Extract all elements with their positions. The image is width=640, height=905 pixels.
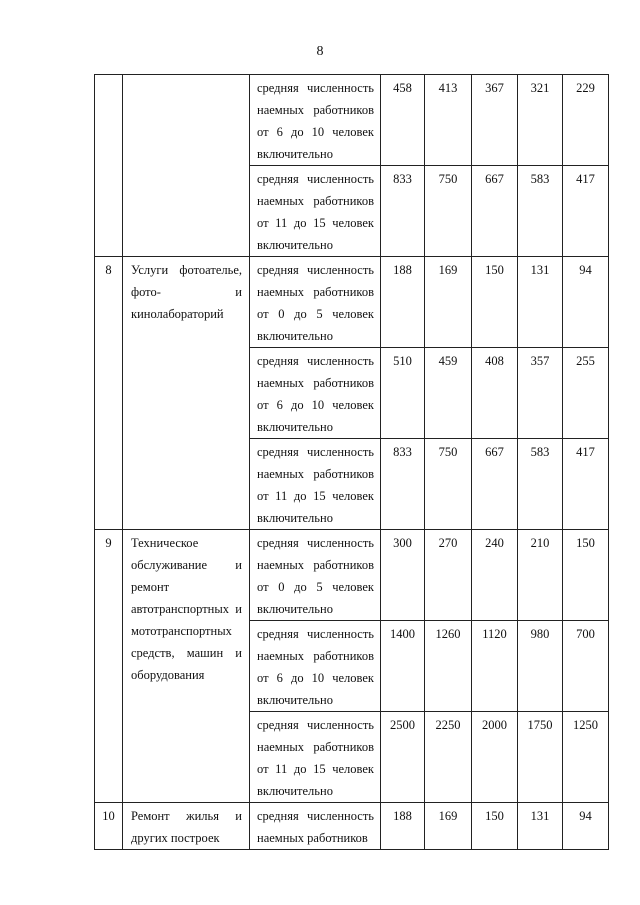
service-name-cell: Ремонт жилья и других построек	[123, 803, 250, 850]
value-cell-3: 240	[472, 530, 518, 621]
value-cell-1: 2500	[381, 712, 425, 803]
value-cell-1: 188	[381, 257, 425, 348]
value-cell-1: 1400	[381, 621, 425, 712]
value-cell-1: 833	[381, 439, 425, 530]
value-cell-5: 700	[563, 621, 609, 712]
criterion-cell: средняя численность наемных работников от 11 до 15 человек включительно	[250, 166, 381, 257]
value-cell-2: 169	[425, 257, 472, 348]
criterion-cell: средняя численность наемных работников от 6 до 10 человек включительно	[250, 75, 381, 166]
table-row	[95, 530, 609, 621]
value-cell-2: 169	[425, 803, 472, 850]
value-cell-3: 150	[472, 257, 518, 348]
service-name-cell: Услуги фотоателье, фото- и кинолабораторий	[123, 257, 250, 530]
value-cell-5: 255	[563, 348, 609, 439]
value-cell-4: 131	[518, 257, 563, 348]
value-cell-3: 367	[472, 75, 518, 166]
value-cell-2: 750	[425, 439, 472, 530]
row-number-cell: 10	[95, 803, 123, 850]
service-name-cell: Техническое обслуживание и ремонт автотранспортных и мототранспортных средств, машин и оборудования	[123, 530, 250, 803]
tariff-table	[94, 74, 609, 850]
value-cell-4: 131	[518, 803, 563, 850]
value-cell-5: 1250	[563, 712, 609, 803]
value-cell-1: 300	[381, 530, 425, 621]
value-cell-5: 417	[563, 166, 609, 257]
criterion-cell: средняя численность наемных работников от 0 до 5 человек включительно	[250, 530, 381, 621]
value-cell-3: 2000	[472, 712, 518, 803]
value-cell-5: 94	[563, 257, 609, 348]
criterion-cell: средняя численность наемных работников от 6 до 10 человек включительно	[250, 348, 381, 439]
value-cell-2: 750	[425, 166, 472, 257]
criterion-cell: средняя численность наемных работников от 11 до 15 человек включительно	[250, 439, 381, 530]
value-cell-4: 210	[518, 530, 563, 621]
table-body	[95, 75, 609, 850]
value-cell-4: 583	[518, 439, 563, 530]
value-cell-2: 1260	[425, 621, 472, 712]
value-cell-1: 833	[381, 166, 425, 257]
page-number: 8	[316, 44, 324, 59]
value-cell-4: 321	[518, 75, 563, 166]
value-cell-4: 980	[518, 621, 563, 712]
table-row	[95, 803, 609, 850]
value-cell-4: 1750	[518, 712, 563, 803]
value-cell-3: 667	[472, 439, 518, 530]
criterion-cell: средняя численность наемных работников	[250, 803, 381, 850]
row-number-cell	[95, 75, 123, 257]
value-cell-1: 188	[381, 803, 425, 850]
value-cell-5: 94	[563, 803, 609, 850]
table-row	[95, 257, 609, 348]
table-row	[95, 75, 609, 166]
value-cell-3: 150	[472, 803, 518, 850]
value-cell-3: 408	[472, 348, 518, 439]
row-number-cell: 9	[95, 530, 123, 803]
value-cell-2: 413	[425, 75, 472, 166]
criterion-cell: средняя численность наемных работников от 6 до 10 человек включительно	[250, 621, 381, 712]
value-cell-2: 459	[425, 348, 472, 439]
value-cell-2: 270	[425, 530, 472, 621]
value-cell-3: 1120	[472, 621, 518, 712]
value-cell-5: 150	[563, 530, 609, 621]
value-cell-2: 2250	[425, 712, 472, 803]
value-cell-5: 229	[563, 75, 609, 166]
value-cell-1: 510	[381, 348, 425, 439]
criterion-cell: средняя численность наемных работников от 0 до 5 человек включительно	[250, 257, 381, 348]
service-name-cell	[123, 75, 250, 257]
value-cell-4: 357	[518, 348, 563, 439]
value-cell-3: 667	[472, 166, 518, 257]
criterion-cell: средняя численность наемных работников от 11 до 15 человек включительно	[250, 712, 381, 803]
value-cell-4: 583	[518, 166, 563, 257]
row-number-cell: 8	[95, 257, 123, 530]
value-cell-5: 417	[563, 439, 609, 530]
value-cell-1: 458	[381, 75, 425, 166]
